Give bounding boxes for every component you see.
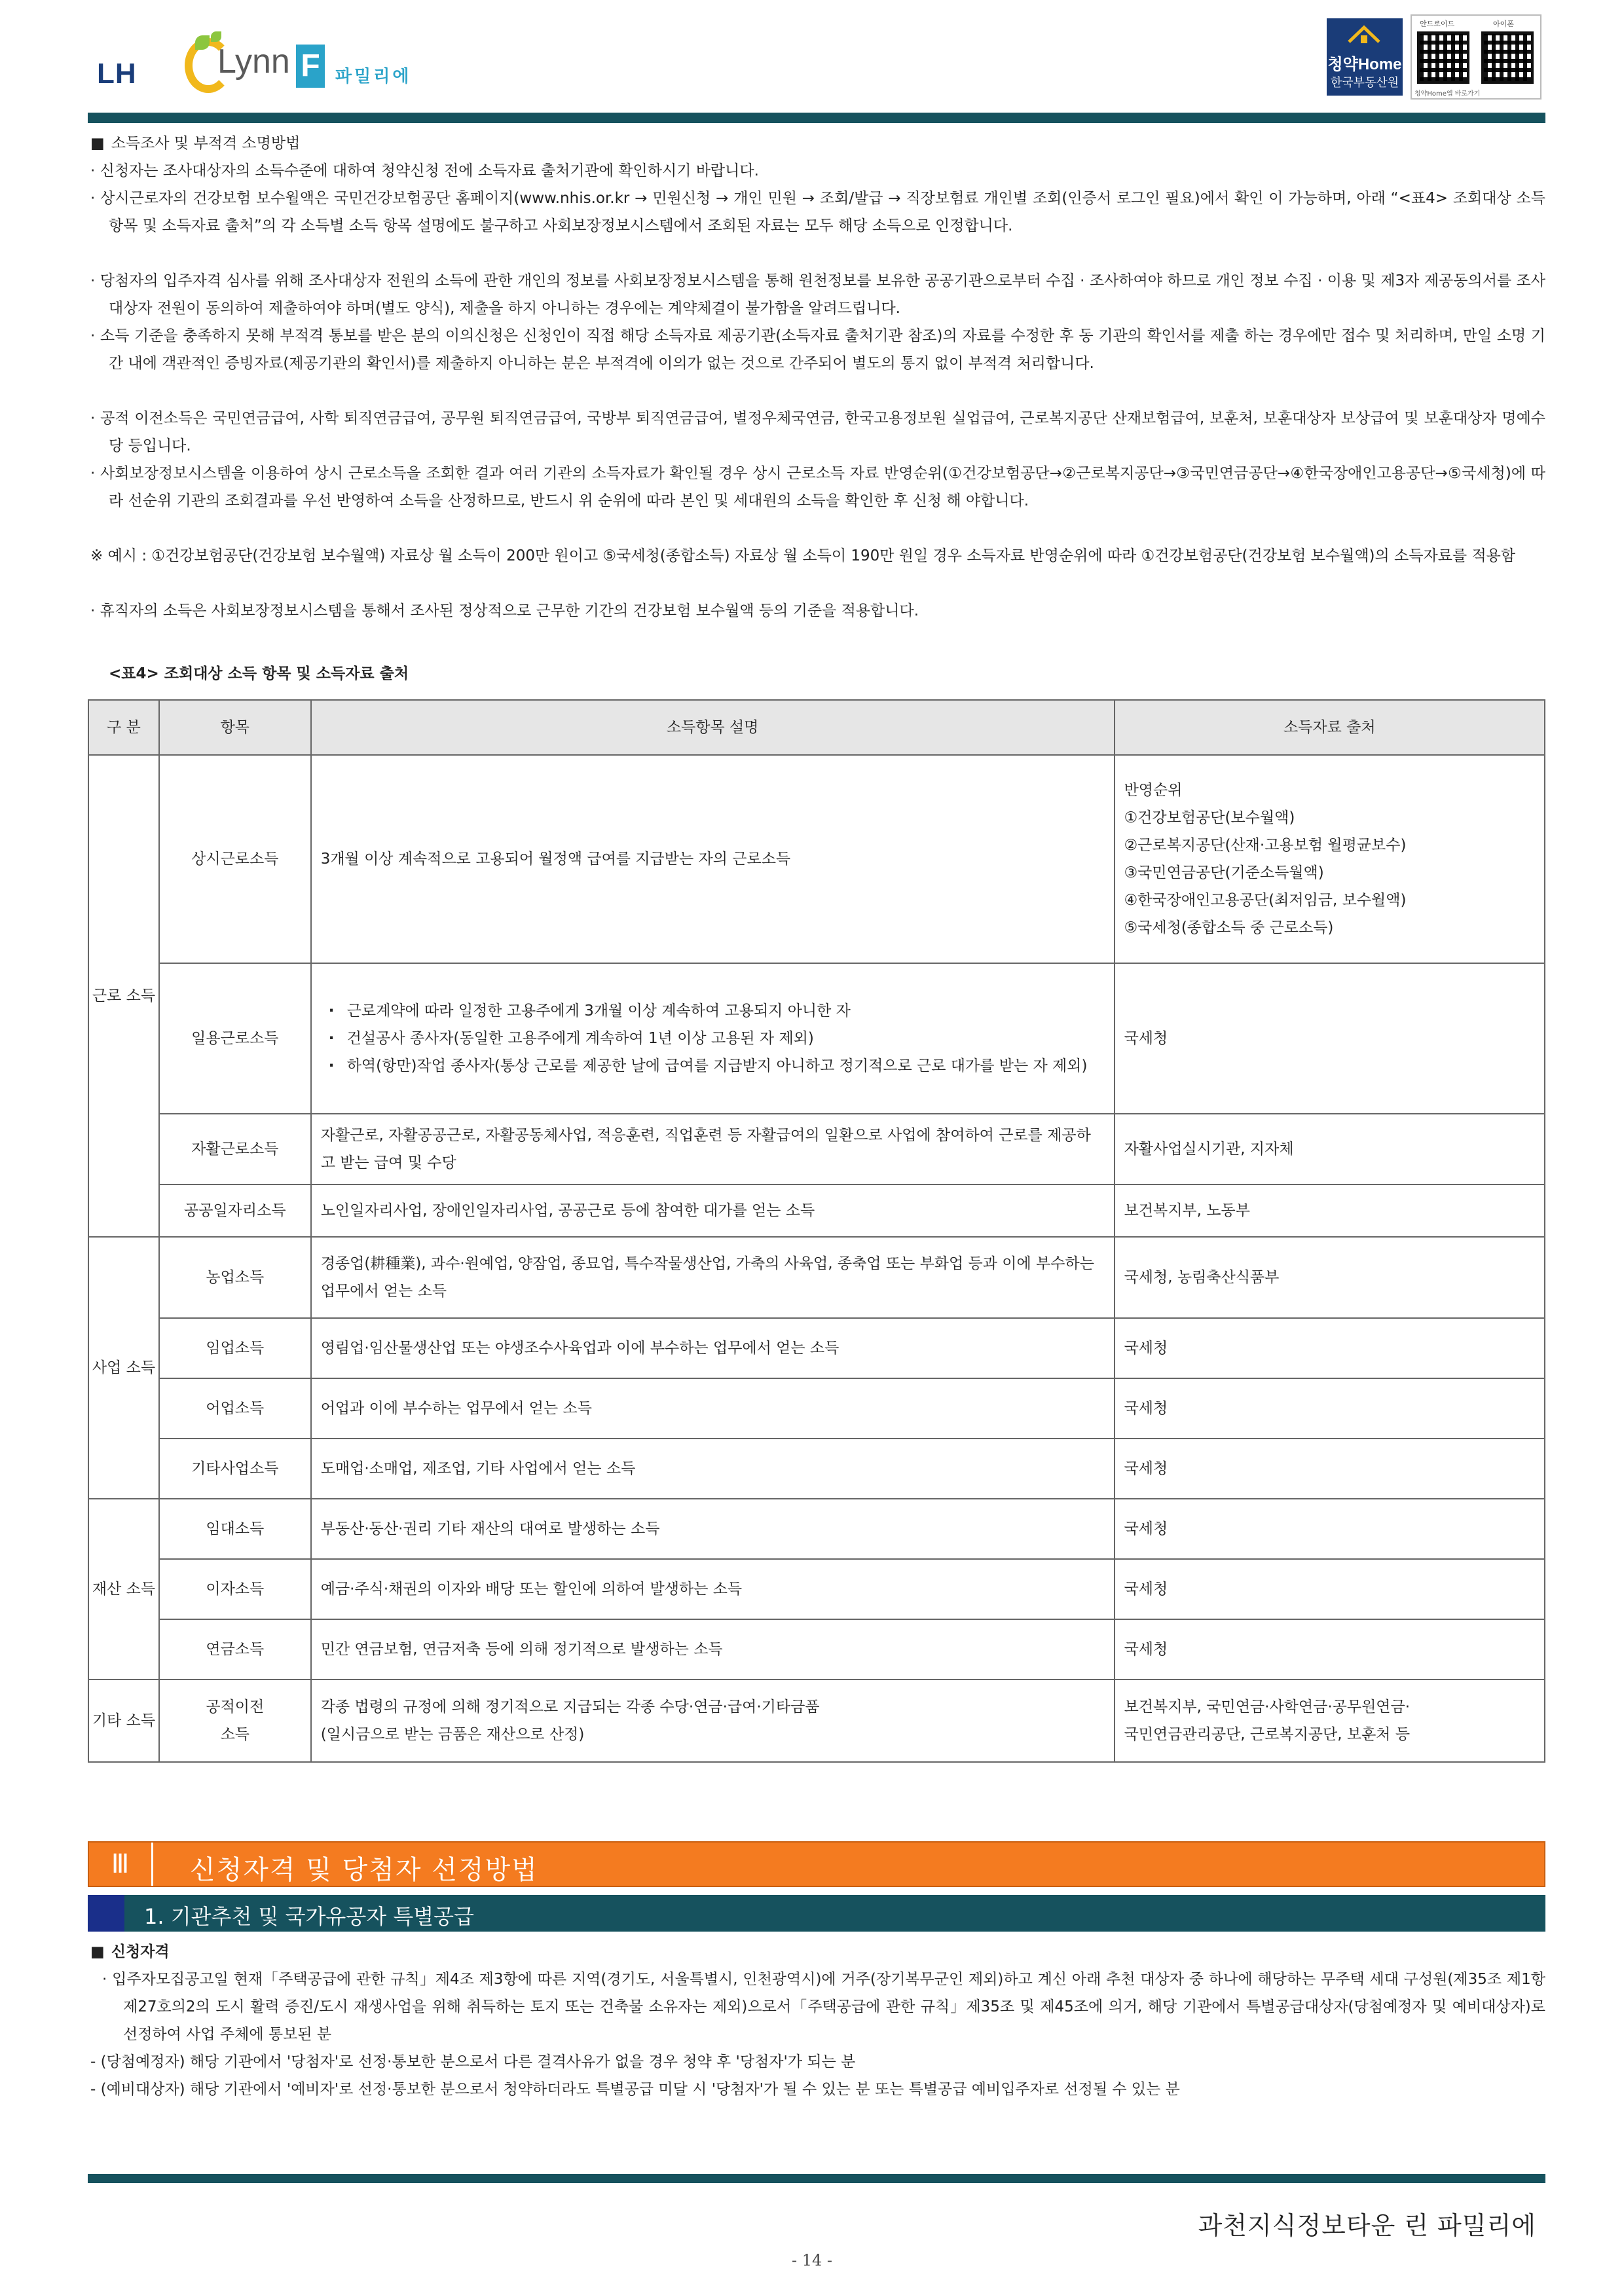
table-row bbox=[88, 1680, 1545, 1762]
desc-cell: 영림업·임산물생산업 또는 야생조수사육업과 이에 부수하는 업무에서 얻는 소득 bbox=[311, 1318, 1115, 1378]
income-note: ※ 예시 : ①건강보험공단(건강보험 보수월액) 자료상 월 소득이 200만 원이고 ⑤국세청(종합소득) 자료상 월 소득이 190만 원일 경우 소득자료 반영순위에 따라 ①건강보험공단(건강보험 보수월액)의 소득자료를 적용함 bbox=[90, 547, 1516, 564]
section-banner bbox=[88, 1841, 1545, 1887]
group-label: 사업 소득 bbox=[88, 1237, 159, 1499]
table-row bbox=[88, 1559, 1545, 1619]
source-cell: 자활사업실시기관, 지자체 bbox=[1115, 1114, 1545, 1184]
home-org: 한국부동산원 bbox=[1330, 76, 1399, 90]
item-cell: 기타사업소득 bbox=[159, 1439, 311, 1499]
table-row bbox=[88, 1237, 1545, 1318]
qr-label-android: 안드로이드 bbox=[1420, 20, 1455, 28]
income-bullet: · 사회보장정보시스템을 이용하여 상시 근로소득을 조회한 결과 여러 기관의 소득자료가 확인될 경우 상시 근로소득 자료 반영순위(①건강보험공단→②근로복지공단→③국민연금공단→④한국장애인고용공단→⑤국세청)에 따라 선순위 기관의 조회결과를 우선 반영하여 소득을 산정하므로, 반드시 위 순위에 따라 본인 및 세대원의 소득을 확인한 후 신청 해 야합니다. bbox=[90, 465, 1545, 509]
qualification-sub: - (당첨예정자) 해당 기관에서 '당첨자'로 선정·통보한 분으로서 다른 결격사유가 없을 경우 청약 후 '당첨자'가 되는 분 bbox=[90, 2053, 856, 2070]
item-cell: 공적이전 소득 bbox=[159, 1680, 311, 1762]
item-cell: 연금소득 bbox=[159, 1619, 311, 1680]
source-cell: 국세청 bbox=[1115, 1559, 1545, 1619]
footer-rule bbox=[88, 2174, 1545, 2183]
subsection-title: 1. 기관추천 및 국가유공자 특별공급 bbox=[144, 1904, 474, 1929]
income-bullet: · 휴직자의 소득은 사회보장정보시스템을 통해서 조사된 정상적으로 근무한 기간의 건강보험 보수월액 등의 기준을 적용합니다. bbox=[90, 602, 919, 619]
qualification-title: ■ 신청자격 bbox=[90, 1938, 170, 1966]
desc-cell: 경종업(耕種業), 과수·원예업, 양잠업, 종묘업, 특수작물생산업, 가축의 사육업, 종축업 또는 부화업 등과 이에 부수하는 업무에서 얻는 소득 bbox=[311, 1237, 1115, 1318]
footer-project-name: 과천지식정보타운 린 파밀리에 bbox=[1198, 2211, 1536, 2240]
item-cell: 상시근로소득 bbox=[159, 755, 311, 963]
group-label: 기타 소득 bbox=[88, 1680, 159, 1762]
source-cell: 보건복지부, 국민연금·사학연금·공무원연금· 국민연금관리공단, 근로복지공단, 보훈처 등 bbox=[1115, 1680, 1545, 1762]
section-number: Ⅲ bbox=[89, 1843, 153, 1886]
income-bullet: · 소득 기준을 충족하지 못해 부적격 통보를 받은 분의 이의신청은 신청인이 직접 해당 소득자료 제공기관(소득자료 출처기관 참조)의 자료를 수정한 후 동 기관의 확인서를 제출 하는 경우에만 접수 및 처리하며, 만일 소명 기간 내에 객관적인 증빙자료(제공기관의 확인서)를 제출하지 아니하는 분은 부적격에 이의가 없는 것으로 간주되어 별도의 통지 없이 부적격 처리합니다. bbox=[90, 327, 1545, 372]
income-bullet: · 신청자는 조사대상자의 소득수준에 대하여 청약신청 전에 소득자료 출처기관에 확인하시기 바랍니다. bbox=[90, 162, 759, 179]
desc-cell: 부동산·동산·권리 기타 재산의 대여로 발생하는 소득 bbox=[311, 1499, 1115, 1559]
desc-cell: · 근로계약에 따라 일정한 고용주에게 3개월 이상 계속하여 고용되지 아니한 자 · 건설공사 종사자(동일한 고용주에게 계속하여 1년 이상 고용된 자 제외) · 하역(항만)작업 종사자(통상 근로를 제공한 날에 급여를 지급받지 아니하고 정기적으로 근로 대가를 받는 자 제외) bbox=[311, 963, 1115, 1114]
desc-cell: 도매업·소매업, 제조업, 기타 사업에서 얻는 소득 bbox=[311, 1439, 1115, 1499]
desc-cell: 어업과 이에 부수하는 업무에서 얻는 소득 bbox=[311, 1378, 1115, 1439]
source-cell: 국세청 bbox=[1115, 1439, 1545, 1499]
table-row bbox=[88, 1619, 1545, 1680]
section-title: 신청자격 및 당첨자 선정방법 bbox=[190, 1855, 538, 1885]
desc-cell: 각종 법령의 규정에 의해 정기적으로 지급되는 각종 수당·연금·급여·기타금품 (일시금으로 받는 금품은 재산으로 산정) bbox=[311, 1680, 1115, 1762]
source-cell: 국세청 bbox=[1115, 1318, 1545, 1378]
source-cell: 국세청 bbox=[1115, 1378, 1545, 1439]
lh-logo: LH bbox=[97, 58, 137, 90]
header-rule bbox=[88, 113, 1545, 123]
desc-cell: 자활근로, 자활공공근로, 자활공동체사업, 적응훈련, 직업훈련 등 자활급여의 일환으로 사업에 참여하여 근로를 제공하고 받는 급여 및 수당 bbox=[311, 1114, 1115, 1184]
header-item: 항목 bbox=[159, 700, 311, 755]
group-label: 재산 소득 bbox=[88, 1499, 159, 1680]
page-number: - 14 - bbox=[791, 2251, 832, 2269]
table-row bbox=[88, 1114, 1545, 1184]
subsection-marker bbox=[88, 1895, 124, 1932]
income-source-table bbox=[88, 699, 1545, 1763]
item-cell: 농업소득 bbox=[159, 1237, 311, 1318]
qr-caption: 청약Home앱 바로가기 bbox=[1414, 90, 1481, 98]
qr-label-iphone: 아이폰 bbox=[1493, 20, 1514, 28]
header-source: 소득자료 출처 bbox=[1115, 700, 1545, 755]
source-cell: 국세청, 농림축산식품부 bbox=[1115, 1237, 1545, 1318]
desc-cell: 민간 연금보험, 연금저축 등에 의해 정기적으로 발생하는 소득 bbox=[311, 1619, 1115, 1680]
cheongyak-home-logo[interactable] bbox=[1327, 18, 1403, 96]
source-cell: 국세청 bbox=[1115, 963, 1545, 1114]
header-description: 소득항목 설명 bbox=[311, 700, 1115, 755]
table-caption: <표4> 조회대상 소득 항목 및 소득자료 출처 bbox=[109, 665, 409, 682]
item-cell: 자활근로소득 bbox=[159, 1114, 311, 1184]
source-cell: 반영순위 ①건강보험공단(보수월액) ②근로복지공단(산재·고용보험 월평균보수) ③국민연금공단(기준소득월액) ④한국장애인고용공단(최저임금, 보수월액) ⑤국세청(종합소득 중 근로소득) bbox=[1115, 755, 1545, 963]
qr-code-icon[interactable] bbox=[1481, 31, 1534, 84]
source-cell: 국세청 bbox=[1115, 1619, 1545, 1680]
income-bullet: · 상시근로자의 건강보험 보수월액은 국민건강보험공단 홈페이지(www.nhis.or.kr → 민원신청 → 개인 민원 → 조회/발급 → 직장보험료 개인별 조회(인증서 로그인 필요)에서 확인 이 가능하며, 아래 “<표4> 조회대상 소득 항목 및 소득자료 출처”의 각 소득별 소득 항목 설명에도 불구하고 사회보장정보시스템에서 조회된 자료는 모두 해당 소득으로 인정합니다. bbox=[90, 190, 1545, 234]
table-row bbox=[88, 1439, 1545, 1499]
item-cell: 공공일자리소득 bbox=[159, 1184, 311, 1237]
table-row bbox=[88, 963, 1545, 1114]
item-cell: 임업소득 bbox=[159, 1318, 311, 1378]
familie-f-mark: F bbox=[296, 45, 325, 88]
leaf-icon bbox=[211, 31, 221, 42]
desc-cell: 예금·주식·채권의 이자와 배당 또는 할인에 의하여 발생하는 소득 bbox=[311, 1559, 1115, 1619]
desc-cell: 노인일자리사업, 장애인일자리사업, 공공근로 등에 참여한 대가를 얻는 소득 bbox=[311, 1184, 1115, 1237]
header-category: 구 분 bbox=[88, 700, 159, 755]
group-label: 근로 소득 bbox=[88, 755, 159, 1237]
item-cell: 임대소득 bbox=[159, 1499, 311, 1559]
source-cell: 국세청 bbox=[1115, 1499, 1545, 1559]
table-row bbox=[88, 755, 1545, 963]
qr-panel bbox=[1411, 14, 1541, 100]
item-cell: 일용근로소득 bbox=[159, 963, 311, 1114]
leaf-icon bbox=[195, 35, 210, 50]
source-cell: 보건복지부, 노동부 bbox=[1115, 1184, 1545, 1237]
table-header-row bbox=[88, 700, 1545, 755]
lynn-wordmark: Lynn bbox=[217, 43, 290, 81]
income-bullet: · 공적 이전소득은 국민연금급여, 사학 퇴직연금급여, 공무원 퇴직연금급여, 국방부 퇴직연금급여, 별정우체국연금, 한국고용정보원 실업급여, 근로복지공단 산재보험급여, 보훈처, 보훈대상자 보상급여 및 보훈대상자 명예수당 등입니다. bbox=[90, 410, 1545, 454]
qualification-sub: - (예비대상자) 해당 기관에서 '예비자'로 선정·통보한 분으로서 청약하더라도 특별공급 미달 시 '당첨자'가 될 수 있는 분 또는 특별공급 예비입주자로 선정될 수 있는 분 bbox=[90, 2081, 1180, 2098]
table-row bbox=[88, 1378, 1545, 1439]
house-icon bbox=[1348, 25, 1380, 45]
home-label: 청약Home bbox=[1327, 56, 1402, 73]
table-row bbox=[88, 1318, 1545, 1378]
income-section-title: ■ 소득조사 및 부적격 소명방법 bbox=[90, 130, 300, 157]
item-cell: 이자소득 bbox=[159, 1559, 311, 1619]
desc-cell: 3개월 이상 계속적으로 고용되어 월정액 급여를 지급받는 자의 근로소득 bbox=[311, 755, 1115, 963]
table-row bbox=[88, 1499, 1545, 1559]
qr-code-icon[interactable] bbox=[1417, 31, 1469, 84]
familie-wordmark: 파밀리에 bbox=[335, 67, 412, 86]
subsection-banner bbox=[88, 1895, 1545, 1932]
item-cell: 어업소득 bbox=[159, 1378, 311, 1439]
table-row bbox=[88, 1184, 1545, 1237]
income-bullet: · 당첨자의 입주자격 심사를 위해 조사대상자 전원의 소득에 관한 개인의 정보를 사회보장정보시스템을 통해 원천정보를 보유한 공공기관으로부터 수집 · 조사하여야 하므로 개인 정보 수집 · 이용 및 제3자 제공동의서를 조사대상자 전원이 동의하여 제출하여야 하며(별도 양식), 제출을 하지 아니하는 경우에는 계약체결이 불가함을 알려드립니다. bbox=[90, 272, 1545, 317]
qualification-bullet: · 입주자모집공고일 현재「주택공급에 관한 규칙」제4조 제3항에 따른 지역(경기도, 서울특별시, 인천광역시)에 거주(장기복무군인 제외)하고 계신 아래 추천 대상자 중 하나에 해당하는 무주택 세대 구성원(제35조 제1항 제27호의2의 도시 활력 증진/도시 재생사업을 위해 취득하는 토지 또는 건축물 소유자는 제외)으로서「주택공급에 관한 규칙」제35조 및 제45조에 의거, 해당 기관에서 특별공급대상자(당첨예정자 및 예비대상자)로 선정하여 사업 주체에 통보된 분 bbox=[102, 1971, 1545, 2043]
